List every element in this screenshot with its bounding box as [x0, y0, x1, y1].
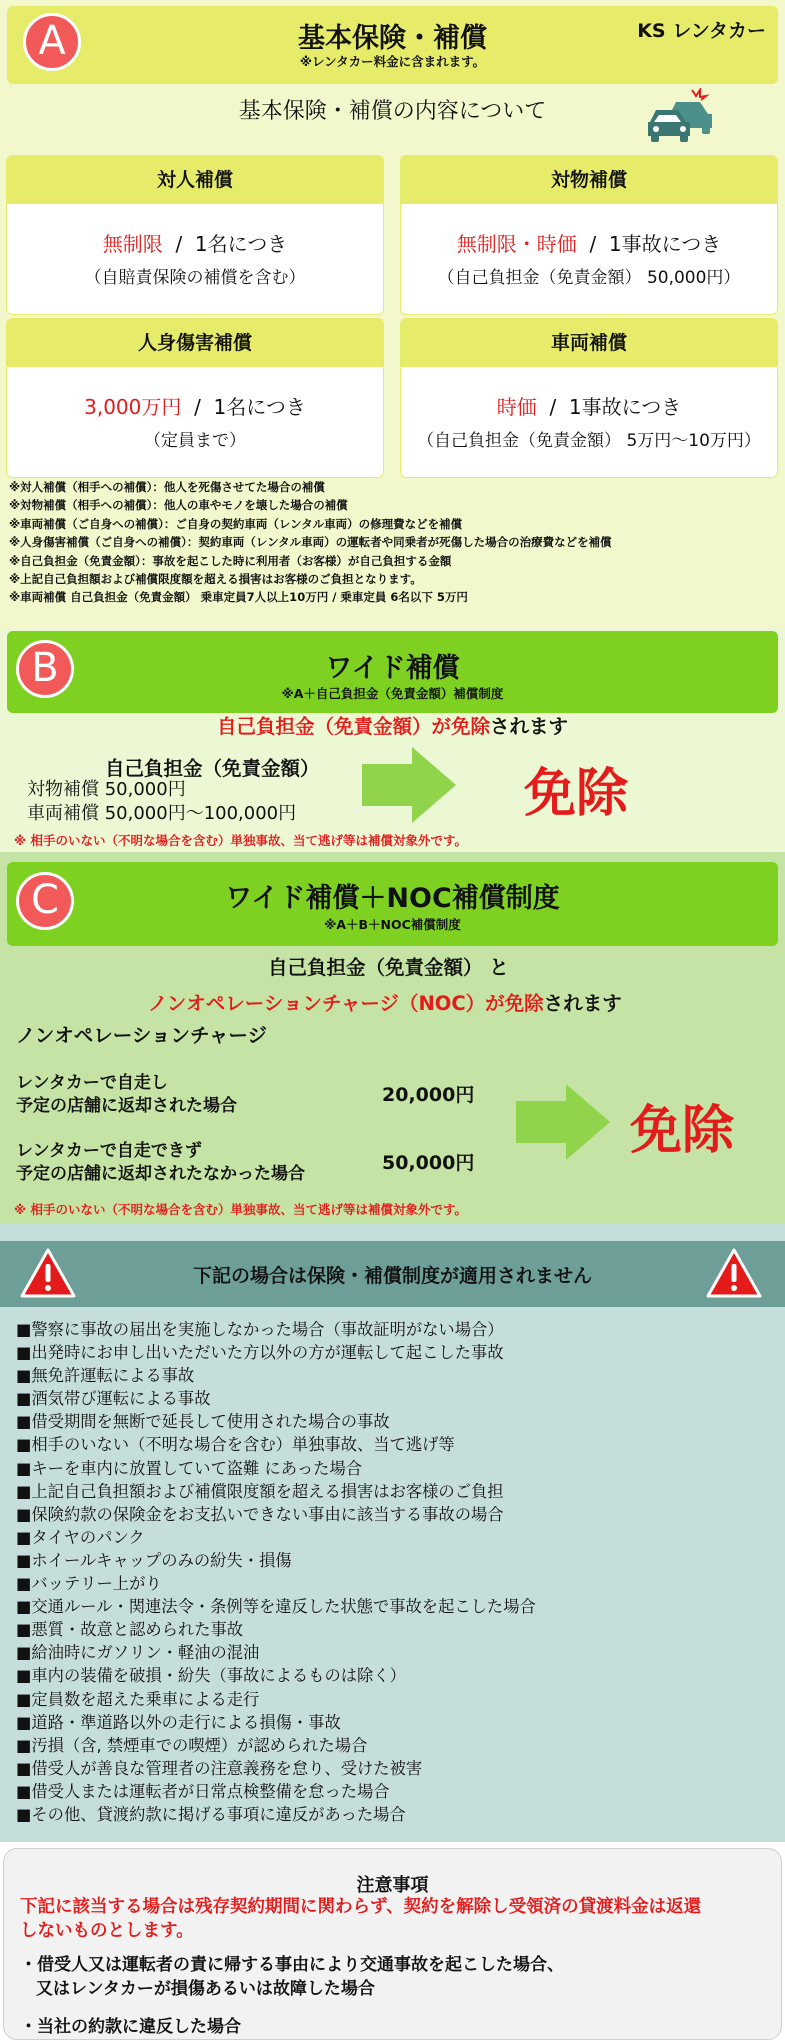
- notice-red-line: 下記に該当する場合は残存契約期間に関わらず、契約を解除し受領済の貸渡料金は返還: [20, 1897, 702, 1917]
- case-label: レンタカーで自走し: [16, 1073, 168, 1093]
- list-item: ■定員数を超えた乗車による走行: [16, 1689, 260, 1709]
- exempt-label: 免除: [524, 764, 629, 824]
- section-exclusions: [0, 1224, 785, 1842]
- section-c-line2: [148, 988, 622, 1016]
- section-b-badge: B: [16, 640, 74, 698]
- line2-rest: されます: [543, 992, 622, 1015]
- card-sub-line: （自賠責保険の補償を含む）: [84, 268, 306, 288]
- section-c-subtitle: ※A＋B＋NOC補償制度: [324, 917, 461, 932]
- note-line: ※対物補償（相手への補償）：他人の車やモノを壊した場合の補償: [9, 498, 348, 513]
- list-item: ■相手のいない（不明な場合を含む）単独事故、当て逃げ等: [16, 1435, 455, 1455]
- card-highlight: 無制限・時価: [456, 232, 577, 256]
- card-sub-line: （自己負担金（免責金額） 5万円～10万円）: [417, 431, 761, 451]
- section-a-badge: A: [23, 13, 81, 71]
- section-c-note: ※ 相手のいない（不明な場合を含む）単独事故、当て逃げ等は補償対象外です。: [14, 1202, 468, 1217]
- list-item: ■無免許運転による事故: [16, 1366, 195, 1386]
- deductible-lines: [27, 778, 296, 826]
- card-main-line: [7, 228, 383, 257]
- section-wide-noc: [0, 852, 785, 1224]
- note-line: ※車両補償（ご自身への補償）：ご自身の契約車両（レンタル車両）の修理費などを補償: [9, 516, 463, 531]
- card-highlight: 3,000万円: [84, 395, 182, 419]
- exempt-label: 免除: [630, 1101, 735, 1161]
- card-rest: / 1名につき: [162, 232, 288, 256]
- list-item: ■道路・準道路以外の走行による損傷・事故: [16, 1712, 341, 1732]
- section-a-title: 基本保険・補償: [298, 23, 487, 54]
- section-wide-coverage: [0, 627, 785, 852]
- card-rest: / 1事故につき: [536, 395, 682, 419]
- headline-red: 自己負担金（免責金額）が免除: [216, 715, 490, 738]
- section-d-header: [0, 1241, 785, 1307]
- section-c-badge: C: [16, 872, 74, 930]
- section-a-header: [7, 6, 778, 84]
- noc-title: ノンオペレーションチャージ: [16, 1024, 267, 1047]
- section-c-line1: 自己負担金（免責金額） と: [268, 956, 509, 979]
- section-a-subtitle: ※レンタカー料金に含まれます。: [299, 54, 486, 69]
- notice-title: 注意事項: [356, 1875, 429, 1896]
- line2-red: ノンオペレーションチャージ（NOC）が免除: [148, 992, 544, 1015]
- car-accident-icon: [648, 88, 714, 142]
- list-item: ■ホイールキャップのみの紛失・損傷: [16, 1550, 292, 1570]
- case-label: レンタカーで自走できず: [16, 1141, 202, 1161]
- card-vehicle-damage: [400, 318, 778, 478]
- list-item: ■バッテリー上がり: [16, 1574, 162, 1594]
- list-item: ■酒気帯び運転による事故: [16, 1389, 211, 1409]
- section-b-title: ワイド補償: [325, 653, 460, 684]
- deductible-title: 自己負担金（免責金額）: [105, 757, 320, 780]
- deductible-line: 車両補償 50,000円～100,000円: [27, 803, 297, 824]
- list-item: ■保険約款の保険金をお支払いできない事由に該当する事故の場合: [16, 1504, 504, 1524]
- list-item: ■タイヤのパンク: [16, 1527, 145, 1547]
- noc-amount-1: 20,000円: [382, 1084, 475, 1106]
- note-line: ※上記自己負担額および補償限度額を超える損害はお客様のご負担となります。: [9, 572, 422, 587]
- card-header: 車両補償: [401, 319, 777, 367]
- section-c-header: [7, 862, 778, 946]
- list-item: ■汚損（含, 禁煙車での喫煙）が認められた場合: [16, 1735, 368, 1755]
- section-b-subtitle: ※A＋自己負担金（免責金額）補償制度: [281, 686, 504, 701]
- warning-triangle-icon: [706, 1247, 762, 1303]
- list-item: ■借受期間を無断で延長して使用された場合の事故: [16, 1412, 390, 1432]
- notice-red-text: [20, 1895, 701, 1943]
- card-header: 対人補償: [7, 156, 383, 204]
- brand-name: KS レンタカー: [637, 20, 766, 42]
- note-line: ※車両補償 自己負担金（免責金額） 乗車定員7人以上10万円 / 乗車定員 6名以下 5万円: [9, 590, 468, 605]
- card-highlight: 時価: [496, 395, 537, 419]
- list-item: ■警察に事故の届出を実施しなかった場合（事故証明がない場合）: [16, 1320, 504, 1339]
- right-arrow-icon: [362, 747, 456, 827]
- card-main-line: [7, 391, 383, 420]
- card-rest: / 1名につき: [181, 395, 306, 419]
- list-item: ■車内の装備を破損・紛失（事故によるものは除く）: [16, 1666, 406, 1686]
- exclusion-list: [16, 1318, 536, 1826]
- section-basic-insurance: [0, 0, 785, 627]
- card-sub-line: （自己負担金（免責金額） 50,000円）: [437, 268, 741, 288]
- noc-case-2: [16, 1140, 305, 1186]
- card-highlight: 無制限: [102, 232, 163, 256]
- section-a-notes: [9, 478, 612, 607]
- case-label: 予定の店舗に返却されたなかった場合: [16, 1164, 305, 1184]
- deductible-line: 対物補償 50,000円: [27, 779, 186, 800]
- notice-red-line: しないものとします。: [20, 1921, 194, 1941]
- noc-amount-2: 50,000円: [382, 1152, 475, 1174]
- section-c-title: ワイド補償＋NOC補償制度: [225, 883, 560, 914]
- section-b-header: [7, 631, 778, 713]
- notice-bullet-2: ・当社の約款に違反した場合: [20, 2017, 241, 2037]
- card-bodily-injury: [6, 155, 384, 315]
- section-a-intro: 基本保険・補償の内容について: [238, 99, 547, 124]
- card-rest: / 1事故につき: [576, 232, 722, 256]
- noc-case-1: [16, 1072, 237, 1118]
- notice-box: [3, 1848, 782, 2040]
- list-item: ■悪質・故意と認められた事故: [16, 1620, 244, 1640]
- notice-bullet-line: 又はレンタカーが損傷あるいは故障した場合: [36, 1979, 375, 1999]
- headline-rest: されます: [490, 715, 569, 738]
- card-main-line: [401, 391, 777, 420]
- list-item: ■借受人または運転者が日常点検整備を怠った場合: [16, 1781, 390, 1801]
- card-property-damage: [400, 155, 778, 315]
- case-label: 予定の店舗に返却された場合: [16, 1096, 237, 1116]
- section-notice: [0, 1842, 785, 2044]
- card-header: 人身傷害補償: [7, 319, 383, 367]
- list-item: ■出発時にお申し出いただいた方以外の方が運転して起こした事故: [16, 1343, 504, 1363]
- section-d-title: 下記の場合は保険・補償制度が適用されません: [192, 1265, 592, 1287]
- right-arrow-icon: [516, 1084, 610, 1164]
- card-sub-line: （定員まで）: [144, 431, 246, 451]
- note-line: ※対人補償（相手への補償）：他人を死傷させてた場合の補償: [9, 480, 325, 494]
- section-b-note: ※ 相手のいない（不明な場合を含む）単独事故、当て逃げ等は補償対象外です。: [14, 833, 468, 848]
- notice-bullet-1: [20, 1953, 564, 2001]
- notice-bullet-line: ・借受人又は運転者の責に帰する事由により交通事故を起こした場合、: [20, 1955, 564, 1975]
- list-item: ■給油時にガソリン・軽油の混油: [16, 1643, 260, 1663]
- list-item: ■交通ルール・関連法令・条例等を違反した状態で事故を起こした場合: [16, 1597, 536, 1617]
- card-header: 対物補償: [401, 156, 777, 204]
- section-b-headline: [0, 711, 785, 739]
- list-item: ■上記自己負担額および補償限度額を超える損害はお客様のご負担: [16, 1481, 504, 1501]
- list-item: ■借受人が善良な管理者の注意義務を怠り、受けた被害: [16, 1758, 423, 1778]
- list-item: ■その他、貸渡約款に掲げる事項に違反があった場合: [16, 1804, 406, 1824]
- card-main-line: [401, 228, 777, 257]
- note-line: ※自己負担金（免責金額）：事故を起こした時に利用者（お客様）が自己負担する金額: [9, 553, 452, 568]
- card-personal-injury: [6, 318, 384, 478]
- list-item: ■キーを車内に放置していて盗難 にあった場合: [16, 1458, 363, 1478]
- note-line: ※人身傷害補償（ご自身への補償）：契約車両（レンタル車両）の運転者や同乗者が死傷した場合の治療費などを補償: [9, 535, 612, 550]
